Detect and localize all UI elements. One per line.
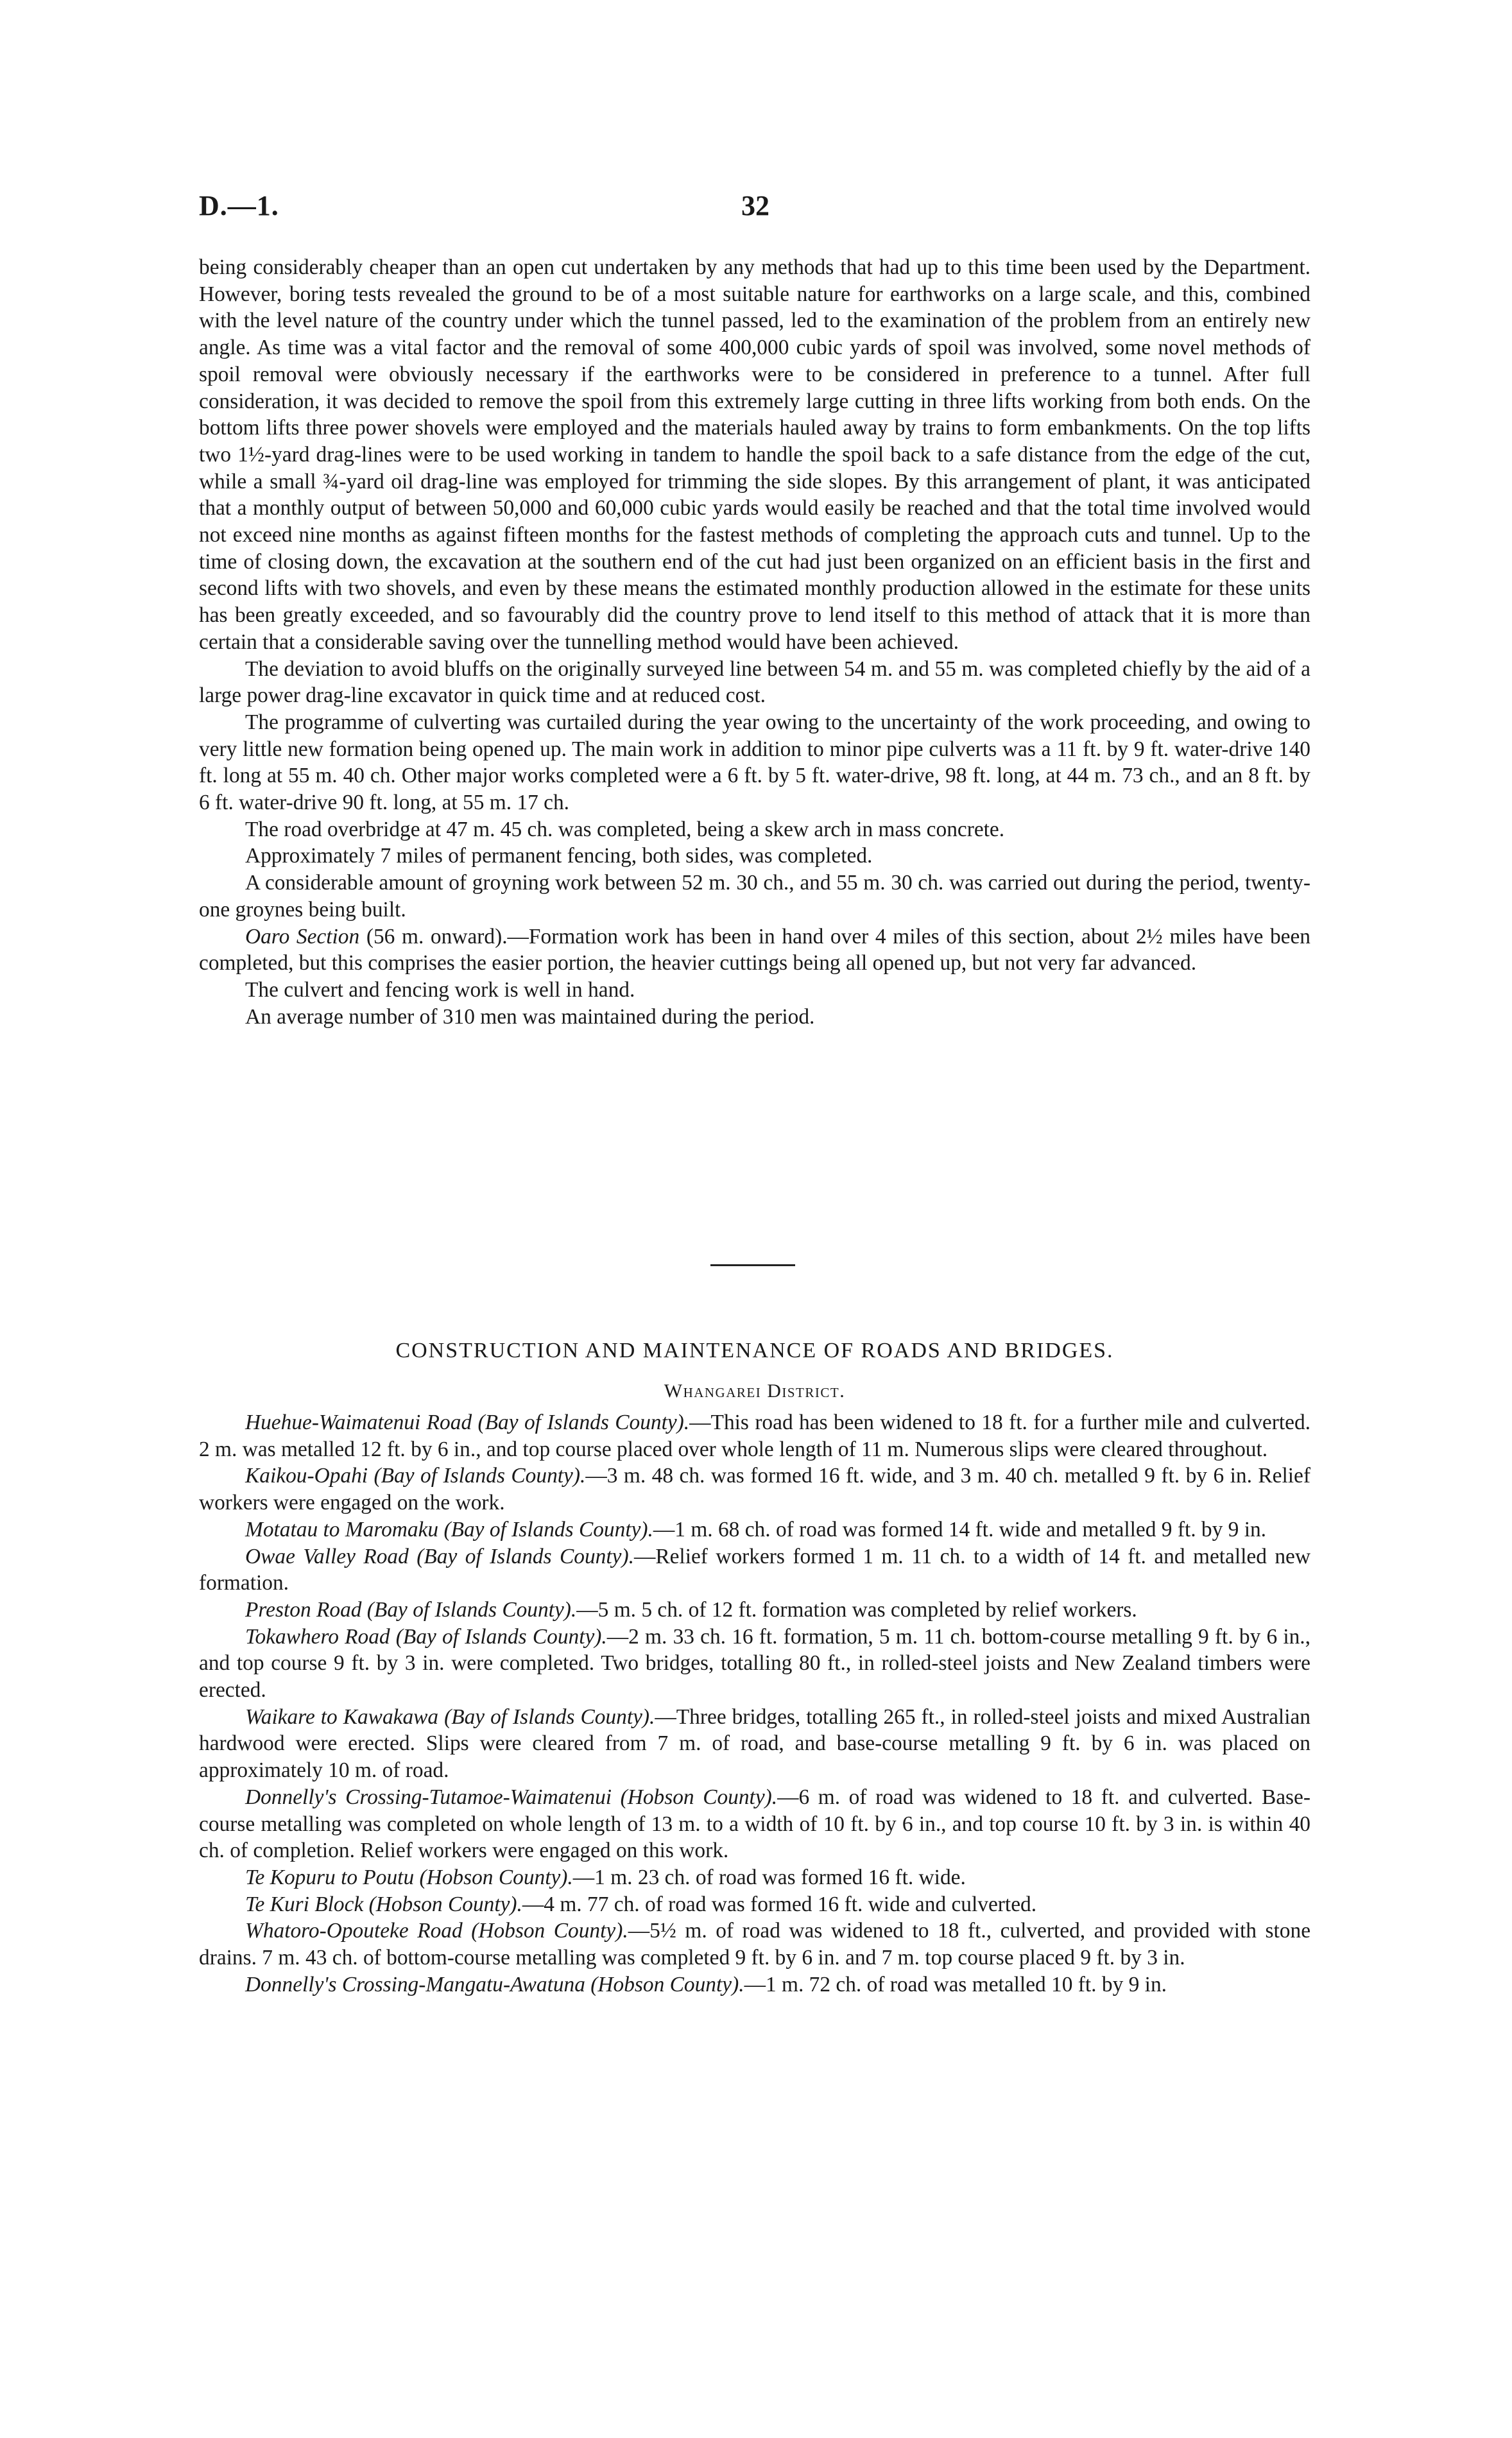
road-description: —1 m. 68 ch. of road was formed 14 ft. wide and metalled 9 ft. by 9 in. xyxy=(653,1517,1267,1541)
paragraph: being considerably cheaper than an open cut undertaken by any methods that had up to this time been used by the Department. However, boring tests revealed the ground to be of a most suitable nature for earthworks on a large scale, and this, combined with the level nature of the country under which the tunnel passed, led to the examination of the problem from an entirely new angle. As time was a vital factor and the removal of some 400,000 cubic yards of spoil was involved, some novel methods of spoil removal were obviously necessary if the earthworks were to be considered in preference to a tunnel. After full consideration, it was decided to remove the spoil from this extremely large cutting in three lifts working from both ends. On the bottom lifts three power shovels were employed and the materials hauled away by trains to form embankments. On the top lifts two 1½-yard drag-lines were to be used working in tandem to handle the spoil back to a safe distance from the edge of the cut, while a small ¾-yard oil drag-line was employed for trimming the side slopes. By this arrangement of plant, it was anticipated that a monthly output of between 50,000 and 60,000 cubic yards would easily be reached and that the total time involved would not exceed nine months as against fifteen months for the fastest methods of completing the approach cuts and tunnel. Up to the time of closing down, the excavation at the southern end of the cut had just been organized on an efficient basis in the first and second lifts with two shovels, and even by these means the estimated monthly production allowed in the estimate for these units has been greatly exceeded, and so favourably did the country prove to lend itself to this method of attack that it is more than certain that a considerable saving over the tunnelling method would have been achieved. xyxy=(199,255,1310,654)
road-item xyxy=(199,1597,1310,1624)
road-title: Te Kopuru to Poutu (Hobson County). xyxy=(245,1865,573,1889)
section-divider xyxy=(710,1264,795,1266)
road-description: —5½ m. of road was widened to 18 ft., culverted, and provided with stone drains. 7 m. 43 ch. of bottom-course metalling was completed 9 ft. by 6 in. and 7 m. top course placed 9 ft. by 3 in. xyxy=(199,1919,1311,1970)
road-item xyxy=(199,1971,1310,1998)
road-title: Kaikou-Opahi (Bay of Islands County). xyxy=(245,1464,586,1488)
paragraph: An average number of 310 men was maintained during the period. xyxy=(245,1004,815,1029)
road-title: Owae Valley Road (Bay of Islands County). xyxy=(245,1544,634,1568)
road-description: —Relief workers formed 1 m. 11 ch. to a width of 14 ft. and metalled new formation. xyxy=(199,1544,1310,1595)
road-item xyxy=(199,1543,1310,1597)
road-description: —3 m. 48 ch. was formed 16 ft. wide, and 3 m. 40 ch. metalled 9 ft. by 6 in. Relief workers were engaged on the work. xyxy=(199,1464,1310,1515)
road-item xyxy=(199,1463,1310,1516)
road-title: Donnelly's Crossing-Tutamoe-Waimatenui (Hobson County). xyxy=(245,1785,778,1809)
paragraph xyxy=(199,923,1310,977)
road-description: —4 m. 77 ch. of road was formed 16 ft. wide and culverted. xyxy=(522,1892,1037,1916)
paragraph-body: (56 m. onward).—Formation work has been in hand over 4 miles of this section, about 2½ miles have been completed, but this comprises the easier portion, the heavier cuttings being all opened up, but not very far advanced. xyxy=(199,924,1310,975)
road-title: Preston Road (Bay of Islands County). xyxy=(245,1597,577,1622)
road-item xyxy=(199,1784,1310,1864)
road-title: Donnelly's Crossing-Mangatu-Awatuna (Hobson County). xyxy=(245,1972,744,1996)
road-title: Motatau to Maromaku (Bay of Islands County). xyxy=(245,1517,653,1541)
page-number: 32 xyxy=(741,190,769,221)
paragraph: Approximately 7 miles of permanent fencing, both sides, was completed. xyxy=(245,844,873,868)
road-description: —6 m. of road was widened to 18 ft. and culverted. Base-course metalling was completed on whole length of 13 m. to a width of 10 ft. by 6 in., and top course 10 ft. by 3 in. is within 40 ch. of completion. Relief workers were engaged on this work. xyxy=(199,1785,1310,1863)
road-description: —1 m. 23 ch. of road was formed 16 ft. wide. xyxy=(572,1865,966,1889)
road-item xyxy=(199,1918,1310,1971)
road-title: Whatoro-Opouteke Road (Hobson County). xyxy=(245,1919,628,1943)
paragraph: The culvert and fencing work is well in hand. xyxy=(245,977,635,1002)
road-item xyxy=(199,1624,1310,1704)
paragraph: The programme of culverting was curtailed during the year owing to the uncertainty of the work proceeding, and owing to very little new formation being opened up. The main work in addition to minor pipe culverts was a 11 ft. by 9 ft. water-drive 140 ft. long at 55 m. 40 ch. Other major works completed were a 6 ft. by 5 ft. water-drive, 98 ft. long, at 44 m. 73 ch., and an 8 ft. by 6 ft. water-drive 90 ft. long, at 55 m. 17 ch. xyxy=(199,710,1310,815)
road-item xyxy=(199,1704,1310,1784)
district-heading: Whangarei District. xyxy=(664,1380,846,1402)
document-id: D.—1. xyxy=(199,190,279,221)
road-item xyxy=(199,1891,1310,1918)
road-description: —1 m. 72 ch. of road was metalled 10 ft. by 9 in. xyxy=(744,1972,1167,1996)
road-description: —This road has been widened to 18 ft. for a further mile and culverted. 2 m. was metalled 12 ft. by 6 in., and top course placed over whole length of 11 m. Numerous slips were cleared throughout. xyxy=(199,1411,1310,1461)
road-description: —5 m. 5 ch. of 12 ft. formation was completed by relief workers. xyxy=(576,1597,1137,1622)
road-title: Waikare to Kawakawa (Bay of Islands County). xyxy=(245,1704,655,1729)
page-header xyxy=(199,189,1309,228)
paragraph: The deviation to avoid bluffs on the originally surveyed line between 54 m. and 55 m. was completed chiefly by the aid of a large power drag-line excavator in quick time and at reduced cost. xyxy=(199,657,1310,708)
roads-bridges-section xyxy=(199,1409,1310,1998)
railway-works-section xyxy=(199,254,1310,1030)
paragraph: A considerable amount of groyning work between 52 m. 30 ch., and 55 m. 30 ch. was carried out during the period, twenty-one groynes being built. xyxy=(199,871,1310,922)
section-heading: CONSTRUCTION AND MAINTENANCE OF ROADS AND BRIDGES. xyxy=(395,1339,1114,1362)
paragraph: The road overbridge at 47 m. 45 ch. was completed, being a skew arch in mass concrete. xyxy=(245,817,1005,841)
road-title: Te Kuri Block (Hobson County). xyxy=(245,1892,522,1916)
road-title: Tokawhero Road (Bay of Islands County). xyxy=(245,1624,607,1649)
road-title: Huehue-Waimatenui Road (Bay of Islands County). xyxy=(245,1411,690,1434)
road-item xyxy=(199,1516,1310,1543)
road-description: —Three bridges, totalling 265 ft., in rolled-steel joists and mixed Australian hardwood were erected. Slips were cleared from 7 m. of road, and base-course metalling 9 ft. by 6 in. was placed on approximately 10 m. of road. xyxy=(199,1704,1310,1783)
road-item xyxy=(199,1409,1310,1463)
road-description: —2 m. 33 ch. 16 ft. formation, 5 m. 11 ch. bottom-course metalling 9 ft. by 6 in., and top course 9 ft. by 3 in. were completed. Two bridges, totalling 80 ft., in rolled-steel joists and New Zealand timbers were erected. xyxy=(199,1624,1310,1703)
road-item xyxy=(199,1864,1310,1891)
section-title: Oaro Section xyxy=(245,924,360,949)
